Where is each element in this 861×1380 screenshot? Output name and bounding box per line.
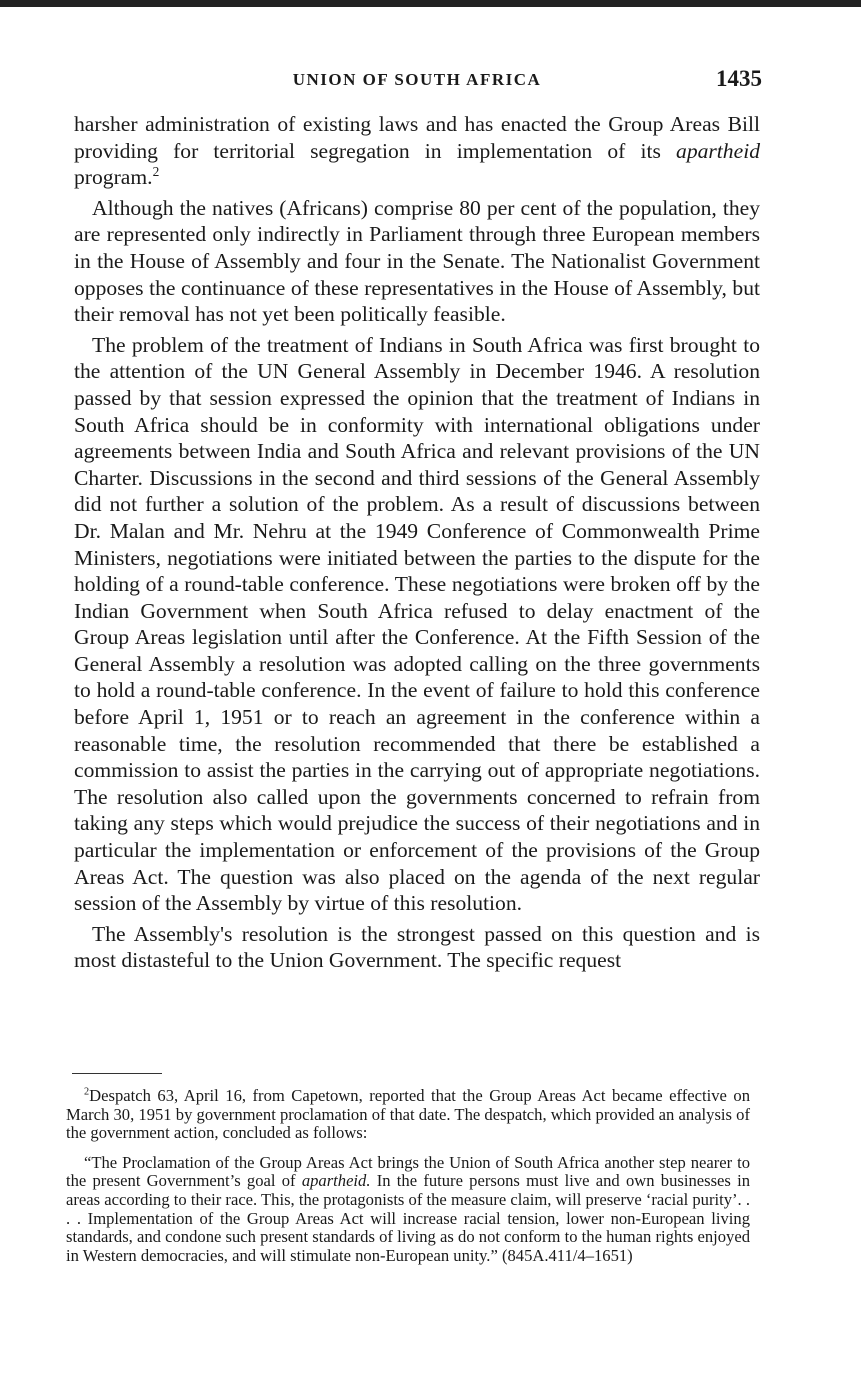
footnote-quote-end: In the future persons must live and own businesses in areas according to their race. This, the protagonists of the measure claim, will preserve ‘racial purity’. . . . Implementation of the Group Areas Act will increase racial tension, lower non-European living standards, and condone such present standards of living as do not conform to the human rights enjoyed in Western democracies, and will stimulate non-European unity.” (845A.411/4–1651) xyxy=(66,1171,750,1265)
paragraph-1-italic: apartheid xyxy=(676,138,760,163)
footnote-divider xyxy=(72,1073,162,1074)
paragraph-3: The problem of the treatment of Indians in South Africa was first brought to the attention of the UN General Assembly in December 1946. A resolution passed by that session expressed the opinion that the treatment of Indians in South Africa should be in conformity with international obligations under agreements between India and South Africa and relevant provisions of the UN Charter. Discussions in the second and third sessions of the General Assembly did not further a solution of the problem. As a result of discussions between Dr. Malan and Mr. Nehru at the 1949 Conference of Commonwealth Prime Ministers, negotiations were initiated between the parties to the dispute for the holding of a round-table conference. These negotiations were broken off by the Indian Government when South Africa refused to delay enactment of the Group Areas legislation until after the Conference. At the Fifth Session of the General Assembly a resolution was adopted calling on the three governments to hold a round-table conference. In the event of failure to hold this conference before April 1, 1951 or to reach an agreement in the conference within a reasonable time, the resolution recommended that there be established a commission to assist the parties in the carrying out of appropriate negotiations. The resolution also called upon the governments concerned to refrain from taking any steps which would prejudice the success of their negotiations and in particular the implementation or enforcement of the provisions of the Group Areas Act. The question was also placed on the agenda of the next regular session of the Assembly by virtue of this resolution. xyxy=(74,332,760,916)
paragraph-4: The Assembly's resolution is the strongest passed on this question and is most distasteful to the Union Government. The specific request xyxy=(74,921,760,973)
running-head: UNION OF SOUTH AFRICA xyxy=(292,70,542,89)
main-text xyxy=(74,111,760,978)
footnote-2-text: Despatch 63, April 16, from Capetown, reported that the Group Areas Act became effective on March 30, 1951 by government proclamation of that date. The despatch, which provided an analysis of the government action, concluded as follows: xyxy=(66,1086,750,1143)
page-header xyxy=(72,66,762,98)
footnote-quote-start: “The Proclamation of the Group Areas Act brings the Union of South Africa another step nearer to the present Government’s goal of xyxy=(66,1152,750,1191)
footnote-number: 2 xyxy=(84,1086,90,1098)
footnote-quote-italic: apartheid. xyxy=(301,1171,371,1191)
scan-top-edge xyxy=(0,0,861,7)
paragraph-1-text: harsher administration of existing laws and has enacted the Group Areas Bill providing for territorial segregation in implementation of its xyxy=(74,112,760,163)
paragraph-2: Although the natives (Africans) comprise 80 per cent of the population, they are represented only indirectly in Parliament through three European members in the House of Assembly and four in the Senate. The Nationalist Government opposes the continuance of these representatives in the House of Assembly, but their removal has not yet been politically feasible. xyxy=(74,195,760,327)
page-number: 1435 xyxy=(716,66,762,91)
footnote-2-quote xyxy=(66,1154,750,1266)
paragraph-1-end: program. xyxy=(74,165,153,190)
paragraph-1 xyxy=(74,111,760,191)
footnotes xyxy=(66,1087,750,1276)
footnote-reference: 2 xyxy=(152,164,160,179)
footnote-2 xyxy=(66,1087,750,1143)
